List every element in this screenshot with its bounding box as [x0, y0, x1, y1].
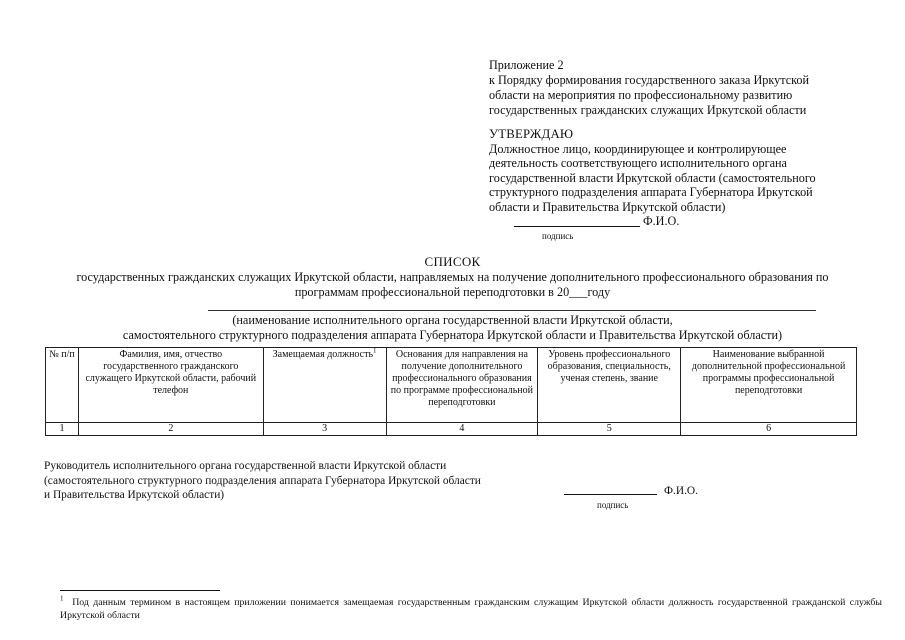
- head-line: (самостоятельного структурного подразделения аппарата Губернатора Иркутской области: [44, 474, 481, 487]
- footnote-ref: 1: [373, 346, 377, 355]
- footnote-separator: [60, 590, 220, 591]
- footnote-text: Под данным термином в настоящем приложении понимается замещаемая государственным гражданским служащим Иркутской области должность государственной гражданской службы Иркутской области: [60, 597, 882, 621]
- head-line: Руководитель исполнительного органа государственной власти Иркутской области: [44, 460, 447, 472]
- table-header-row: [46, 348, 857, 423]
- subtitle-line: государственных гражданских служащих Иркутской области, направляемых на получение дополнительного профессионального образования по: [76, 270, 829, 284]
- col-number-cell: 4: [386, 423, 538, 436]
- col-header-position: [263, 348, 386, 423]
- head-signature-block: [44, 459, 481, 503]
- org-caption-line: (наименование исполнительного органа государственной власти Иркутской области,: [232, 313, 673, 327]
- approval-block: [489, 127, 816, 215]
- col-number-cell: 1: [46, 423, 79, 436]
- col-header-education: Уровень профессионального образования, специальность, ученая степень, звание: [538, 348, 681, 423]
- table-number-row: [46, 423, 857, 436]
- head-signature-line: [564, 483, 657, 495]
- document-subtitle: [40, 270, 865, 299]
- annex-line: государственных гражданских служащих Иркутской области: [489, 103, 807, 117]
- approval-title: УТВЕРЖДАЮ: [489, 127, 574, 141]
- approval-line: Должностное лицо, координирующее и контролирующее: [489, 141, 787, 156]
- list-table: [45, 347, 857, 436]
- org-caption-line: самостоятельного структурного подразделения аппарата Губернатора Иркутской области и Правительства Иркутской области): [122, 327, 783, 342]
- col-number-cell: 2: [78, 423, 263, 436]
- col-number-cell: 5: [538, 423, 681, 436]
- col-header-grounds: Основания для направления на получение дополнительного профессионального образования по программе профессиональной переподготовки: [386, 348, 538, 423]
- org-caption: [40, 313, 865, 342]
- annex-line: к Порядку формирования государственного заказа Иркутской: [489, 73, 810, 87]
- approval-signature-caption: подпись: [542, 231, 574, 241]
- head-fio-label: Ф.И.О.: [664, 485, 698, 497]
- annex-title: Приложение 2: [489, 58, 564, 72]
- col-header-fio: Фамилия, имя, отчество государственного гражданского служащего Иркутской области, рабочий телефон: [78, 348, 263, 423]
- col-number-cell: 6: [681, 423, 857, 436]
- approval-fio-label: Ф.И.О.: [643, 214, 680, 228]
- head-line: и Правительства Иркутской области): [44, 489, 225, 501]
- document-title: СПИСОК: [424, 254, 481, 269]
- head-signature-caption: подпись: [597, 500, 629, 510]
- footnote-mark: 1: [60, 594, 64, 603]
- annex-block: [489, 58, 809, 118]
- approval-line: деятельность соответствующего исполнительного органа: [489, 156, 787, 171]
- subtitle-line: программам профессиональной переподготовки в 20___году: [294, 284, 611, 299]
- col-header-program: Наименование выбранной дополнительной профессиональной программы профессиональной переподготовки: [681, 348, 857, 423]
- org-name-line: [208, 310, 816, 311]
- col-number-cell: 3: [263, 423, 386, 436]
- approval-line: области и Правительства Иркутской области): [489, 199, 726, 214]
- annex-line: области на мероприятия по профессиональному развитию: [489, 88, 793, 102]
- footnote: [60, 594, 882, 622]
- approval-signature-line: [514, 215, 640, 227]
- col-header-position-label: Замещаемая должность: [272, 349, 374, 360]
- col-header-number: № п/п: [46, 348, 79, 423]
- approval-line: государственной власти Иркутской области (самостоятельного: [489, 170, 816, 185]
- approval-line: структурного подразделения аппарата Губернатора Иркутской: [489, 185, 813, 200]
